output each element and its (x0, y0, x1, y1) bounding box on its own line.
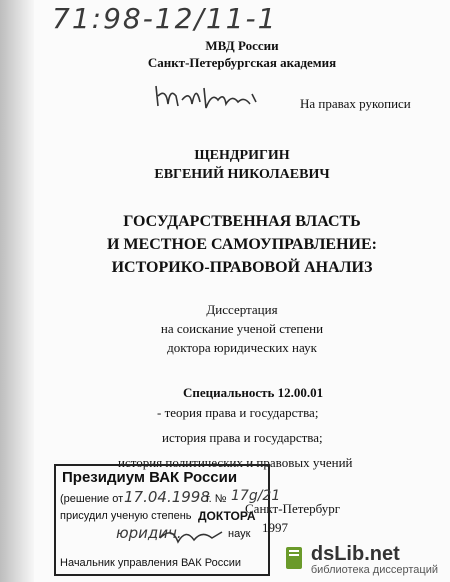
dissertation-line: доктора юридических наук (167, 340, 317, 355)
city: Санкт-Петербург (245, 501, 341, 516)
stamp-degree-label: присудил ученую степень (60, 510, 192, 522)
ministry: МВД России (205, 38, 279, 53)
stamp-degree-value: ДОКТОРА (198, 509, 256, 523)
title-line: ГОСУДАРСТВЕННАЯ ВЛАСТЬ (123, 213, 361, 230)
author-signature (152, 78, 262, 114)
author-surname: ЩЕНДРИГИН (194, 148, 290, 163)
stamp-science-label: наук (228, 528, 251, 540)
title-line: И МЕСТНОЕ САМОУПРАВЛЕНИЕ: (107, 236, 377, 253)
specialty-label: Специальность 12.00.01 (183, 385, 324, 400)
page-binding-shadow (0, 0, 34, 582)
stamp-science-value: юридич. (116, 524, 182, 542)
dissertation-line: на соискание ученой степени (160, 321, 324, 336)
stamp-signature (156, 524, 226, 550)
specialty-item: - теория права и государства; (157, 405, 319, 420)
stamp-number-label: г. № (206, 493, 227, 505)
watermark (311, 544, 438, 576)
year: 1997 (262, 520, 288, 535)
watermark-site: dsLib.net (310, 543, 400, 565)
stamp-decision-date: 17.04.1998 (124, 488, 210, 506)
stamp-head-label: Начальник управления ВАК России (60, 557, 241, 569)
book-icon (283, 544, 307, 572)
specialty-item: история права и государства; (162, 430, 323, 445)
stamp-header: Президиум ВАК России (62, 469, 238, 486)
title-line: ИСТОРИКО-ПРАВОВОЙ АНАЛИЗ (111, 259, 373, 276)
dissertation-line: Диссертация (206, 302, 278, 317)
stamp-decision-label: (решение от (60, 493, 124, 505)
academy: Санкт-Петербургская академия (147, 55, 337, 70)
stamp-number: 17g/21 (231, 488, 281, 504)
specialty-item: история политических и правовых учений (118, 455, 353, 470)
manuscript-rights: На правах рукописи (300, 96, 411, 111)
watermark-caption: библиотека диссертаций (310, 564, 438, 576)
handwritten-code: 71:98-12/11-1 (52, 2, 278, 35)
author-name: ЕВГЕНИЙ НИКОЛАЕВИЧ (154, 167, 330, 182)
